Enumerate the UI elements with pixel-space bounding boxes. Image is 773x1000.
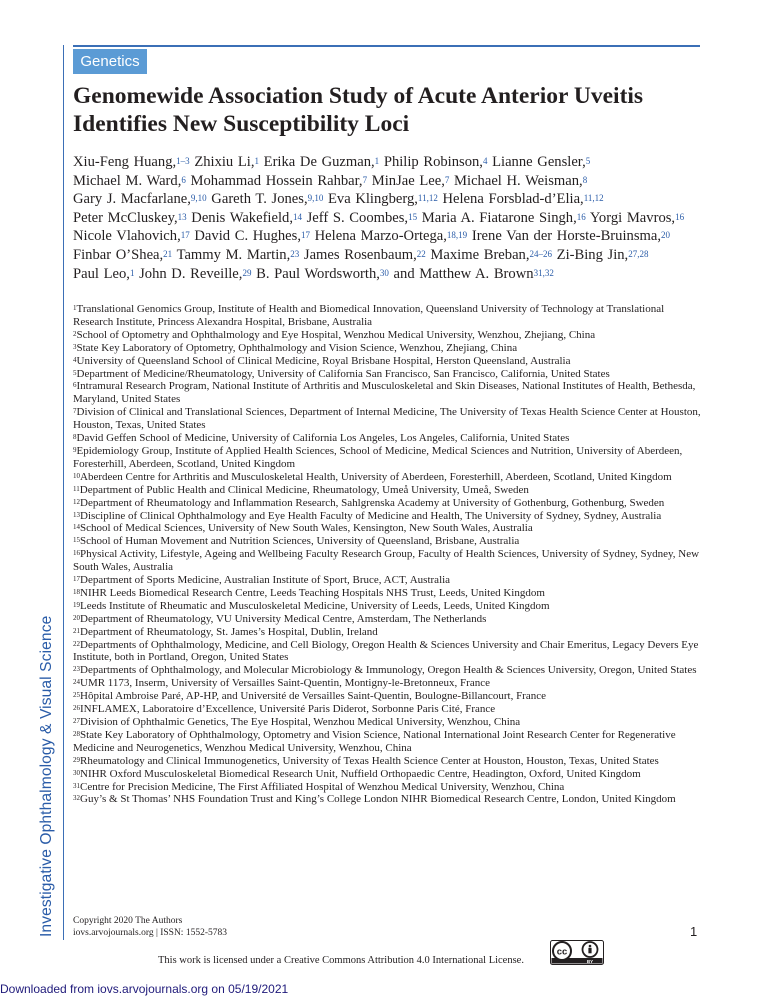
author-name: Paul Leo,$^1$ [73, 265, 135, 282]
affiliation-item [73, 303, 703, 329]
author-affiliation-ref[interactable]: 24–26 [529, 248, 552, 259]
cc-by-label: BY [586, 959, 594, 964]
affiliation-number: 1 [73, 304, 77, 312]
affiliation-number: 18 [73, 587, 80, 596]
affiliation-number: 29 [73, 755, 80, 764]
affiliation-number: 12 [73, 497, 80, 506]
author-affiliation-ref[interactable]: 27,28 [628, 248, 649, 259]
affiliation-text: Departments of Ophthalmology, Medicine, and Cell Biology, Oregon Health & Sciences University and Chair Emeritus, Legacy Devers Eye Institute, both in Portland, Oregon, United States [73, 638, 699, 664]
author-name: James Rosenbaum,$^{22}$ [303, 246, 426, 263]
author-name: B. Paul Wordsworth,$^{30}$ [256, 265, 389, 282]
author-name: David C. Hughes,$^{17}$ [194, 228, 310, 245]
author-affiliation-ref[interactable]: 17 [180, 230, 190, 241]
affiliation-text: Physical Activity, Lifestyle, Ageing and Wellbeing Faculty Research Group, Faculty of Health Sciences, University of Sydney, Sydney, New South Wales, Australia [73, 548, 700, 574]
copyright-block [73, 915, 227, 939]
affiliation-item [73, 703, 703, 716]
affiliation-number: 31 [73, 781, 80, 790]
affiliation-number: 5 [73, 368, 77, 377]
author-affiliation-ref[interactable]: 1 [254, 156, 259, 166]
affiliation-text: Leeds Institute of Rheumatic and Musculoskeletal Medicine, University of Leeds, Leeds, United Kingdom [80, 599, 550, 612]
author-affiliation-ref[interactable]: 7 [444, 174, 450, 185]
author-name: Finbar O’Shea,$^{21}$ [73, 246, 173, 263]
affiliation-item [73, 406, 703, 432]
author-affiliation-ref[interactable]: 23 [290, 248, 300, 259]
affiliation-item [73, 768, 703, 781]
affiliation-item [73, 755, 703, 768]
affiliation-number: 6 [73, 381, 77, 390]
affiliation-text: Department of Rheumatology and Inflammation Research, Sahlgrenska Academy at University of Gothenburg, Gothenburg, Sweden [80, 496, 665, 509]
author-affiliation-ref[interactable]: 29 [242, 267, 252, 278]
author-name: MinJae Lee,$^7$ [371, 172, 450, 189]
download-stamp: Downloaded from iovs.arvojournals.org on 05/19/2021 [0, 982, 289, 996]
affiliation-text: School of Optometry and Ophthalmology and Eye Hospital, Wenzhou Medical University, Wenzhou, Zhejiang, China [76, 328, 596, 341]
svg-text:cc: cc [556, 946, 568, 958]
affiliation-item [73, 329, 703, 342]
affiliation-text: State Key Laboratory of Optometry, Ophthalmology and Vision Science, Wenzhou, Zhejiang, China [76, 341, 518, 354]
affiliation-item [73, 574, 703, 587]
side-rule [63, 45, 64, 940]
affiliation-item [73, 510, 703, 523]
author-name: and Matthew A. Brown$^{31,32}$ [393, 265, 554, 282]
author-name: Michael M. Ward,$^6$ [73, 172, 186, 189]
author-affiliation-ref[interactable]: 15 [408, 211, 418, 222]
author-name: Yorgi Mavros,$^{16}$ [589, 209, 685, 226]
affiliation-number: 21 [73, 626, 80, 635]
affiliation-item [73, 729, 703, 755]
affiliation-text: Intramural Research Program, National Institute of Arthritis and Musculoskeletal and Skin Diseases, National Institutes of Health, Bethesda, Maryland, United States [73, 380, 696, 406]
author-affiliation-ref[interactable]: 1 [129, 267, 135, 278]
author-affiliation-ref[interactable]: 9,10 [190, 193, 207, 204]
affiliation-number: 16 [73, 549, 80, 558]
author-name: Eva Klingberg,$^{11,12}$ [328, 191, 438, 208]
affiliation-item [73, 781, 703, 794]
author-name: Irene Van der Horste-Bruinsma,$^{20}$ [471, 228, 670, 245]
affiliation-number: 8 [73, 433, 77, 442]
affiliation-item [73, 690, 703, 703]
affiliation-number: 9 [73, 445, 77, 454]
author-name: Mohammad Hossein Rahbar,$^7$ [190, 172, 368, 189]
author-affiliation-ref[interactable]: 11,12 [417, 193, 438, 204]
affiliation-item [73, 587, 703, 600]
affiliation-item [73, 535, 703, 548]
affiliation-number: 32 [73, 794, 80, 803]
author-name: Helena Marzo-Ortega,$^{18,19}$ [314, 228, 468, 245]
copyright-line: Copyright 2020 The Authors [73, 916, 183, 926]
affiliation-item [73, 600, 703, 613]
author-affiliation-ref[interactable]: 4 [482, 156, 488, 166]
affiliation-text: University of Queensland School of Clinical Medicine, Royal Brisbane Hospital, Herston Queensland, Australia [76, 354, 571, 367]
affiliation-item [73, 471, 703, 484]
affiliation-text: NIHR Oxford Musculoskeletal Biomedical Research Unit, Nuffield Orthopaedic Centre, Headington, Oxford, United Kingdom [80, 767, 641, 780]
author-name: Michael H. Weisman,$^8$ [454, 172, 588, 189]
affiliation-number: 24 [73, 678, 80, 687]
affiliation-text: INFLAMEX, Laboratoire d’Excellence, Université Paris Diderot, Sorbonne Paris Cité, France [80, 703, 496, 716]
author-affiliation-ref[interactable]: 13 [177, 211, 187, 222]
affiliation-text: Translational Genomics Group, Institute of Health and Biomedical Innovation, Queensland University of Technology at Translational Research Institute, Princess Alexandra Hospital, Brisbane, Australia [73, 303, 665, 328]
affiliation-number: 19 [73, 600, 80, 609]
affiliation-number: 22 [73, 639, 80, 648]
affiliation-number: 23 [73, 665, 80, 674]
affiliation-number: 2 [73, 329, 77, 338]
author-affiliation-ref[interactable]: 1 [374, 156, 380, 166]
author-affiliation-ref[interactable]: 16 [576, 211, 586, 222]
affiliation-item [73, 432, 703, 445]
affiliation-item [73, 716, 703, 729]
author-name: John D. Reveille,$^{29}$ [139, 265, 252, 282]
affiliation-item [73, 484, 703, 497]
cc-by-icon[interactable] [550, 940, 604, 965]
author-name: Maxime Breban,$^{24-26}$ [430, 246, 552, 263]
author-list [73, 153, 703, 283]
affiliation-text: Rheumatology and Clinical Immunogenetics, University of Texas Health Science Center at Houston, Houston, Texas, United States [80, 754, 659, 767]
affiliation-number: 7 [73, 407, 77, 416]
affiliation-item [73, 677, 703, 690]
affiliation-item [73, 445, 703, 471]
affiliation-text: Epidemiology Group, Institute of Applied Health Sciences, School of Medicine, Medical Sciences and Nutrition, University of Aberdeen, Foresterhill, Aberdeen, Scotland, United Kingdom [73, 444, 683, 470]
affiliation-item [73, 626, 703, 639]
affiliation-number: 26 [73, 704, 80, 713]
affiliation-item [73, 639, 703, 665]
license-text: This work is licensed under a Creative Commons Attribution 4.0 International License. [158, 955, 524, 966]
affiliation-text: UMR 1173, Inserm, University of Versailles Saint-Quentin, Montigny-le-Bretonneux, France [80, 677, 490, 690]
affiliation-number: 30 [73, 768, 80, 777]
affiliation-text: Division of Clinical and Translational Sciences, Department of Internal Medicine, The University of Texas Health Science Center at Houston, Houston, Texas, United States [73, 406, 701, 432]
author-affiliation-ref[interactable]: 21 [163, 248, 173, 259]
author-affiliation-ref[interactable]: 18,19 [446, 230, 468, 241]
section-badge: Genetics [73, 49, 147, 74]
author-name: Xiu-Feng Huang,$^{1-3}$ [73, 154, 190, 170]
author-affiliation-ref[interactable]: 31,32 [533, 267, 554, 278]
author-affiliation-ref[interactable]: 9,10 [307, 193, 324, 204]
author-affiliation-ref[interactable]: 8 [582, 174, 588, 185]
affiliation-text: Department of Public Health and Clinical Medicine, Rheumatology, Umeå University, Umeå, Sweden [79, 483, 529, 496]
affiliation-number: 10 [73, 471, 80, 480]
affiliation-item [73, 342, 703, 355]
author-affiliation-ref[interactable]: 5 [585, 156, 591, 166]
author-name: Peter McCluskey,$^{13}$ [73, 209, 187, 226]
author-affiliation-ref[interactable]: 6 [181, 174, 186, 185]
author-affiliation-ref[interactable]: 17 [300, 230, 310, 241]
affiliation-text: Departments of Ophthalmology, and Molecular Microbiology & Immunology, Oregon Health & Sciences University, Oregon, United States [80, 664, 697, 677]
author-affiliation-ref[interactable]: 11,12 [583, 193, 604, 204]
affiliation-number: 11 [73, 484, 80, 493]
affiliation-number: 3 [73, 342, 77, 351]
author-name: Erika De Guzman,$^1$ [263, 154, 380, 170]
affiliation-text: Department of Rheumatology, VU University Medical Centre, Amsterdam, The Netherlands [80, 612, 487, 625]
affiliation-text: Discipline of Clinical Ophthalmology and Eye Health Faculty of Medicine and Health, The University of Sydney, Sydney, Australia [80, 509, 662, 522]
affiliation-number: 4 [73, 355, 77, 364]
affiliation-item [73, 355, 703, 368]
affiliation-text: State Key Laboratory of Ophthalmology, Optometry and Vision Science, National International Joint Research Center for Regenerative Medicine and Neurogenetics, Wenzhou Medical University, Wenzhou, China [73, 728, 676, 754]
affiliation-item [73, 522, 703, 535]
affiliation-number: 17 [73, 575, 80, 584]
affiliation-number: 28 [73, 729, 80, 738]
affiliation-text: Hôpital Ambroise Paré, AP-HP, and Université de Versailles Saint-Quentin, Boulogne-Billancourt, France [80, 690, 546, 703]
author-affiliation-ref[interactable]: 14 [292, 211, 302, 222]
affiliation-number: 15 [73, 536, 80, 545]
affiliation-number: 27 [73, 717, 80, 725]
affiliation-number: 14 [73, 523, 80, 532]
affiliation-item [73, 793, 703, 806]
author-affiliation-ref[interactable]: 20 [660, 230, 670, 241]
author-affiliation-ref[interactable]: 7 [362, 174, 368, 185]
affiliation-text: NIHR Leeds Biomedical Research Centre, Leeds Teaching Hospitals NHS Trust, Leeds, United Kingdom [80, 586, 545, 599]
affiliation-number: 20 [73, 613, 80, 622]
affiliation-item [73, 664, 703, 677]
affiliation-text: Guy’s & St Thomas’ NHS Foundation Trust and King’s College London NIHR Biomedical Research Centre, London, United Kingdom [80, 793, 676, 806]
article-title: Genomewide Association Study of Acute Anterior Uveitis Identifies New Susceptibility Loci [73, 83, 644, 137]
author-name: Denis Wakefield,$^{14}$ [191, 209, 302, 226]
author-name: Gareth T. Jones,$^{9,10}$ [211, 191, 324, 208]
affiliation-list [73, 303, 703, 806]
affiliation-text: Aberdeen Centre for Arthritis and Musculoskeletal Health, University of Aberdeen, Foresterhill, Aberdeen, Scotland, United Kingdom [80, 470, 672, 483]
affiliation-item [73, 368, 703, 381]
author-name: Maria A. Fiatarone Singh,$^{16}$ [421, 209, 586, 226]
affiliation-text: Department of Sports Medicine, Australian Institute of Sport, Bruce, ACT, Australia [80, 574, 451, 587]
affiliation-text: School of Human Movement and Nutrition Sciences, University of Queensland, Brisbane, Australia [80, 535, 520, 548]
affiliation-text: Centre for Precision Medicine, The First Affiliated Hospital of Wenzhou Medical University, Wenzhou, China [80, 780, 565, 793]
affiliation-text: School of Medical Sciences, University of New South Wales, Kensington, New South Wales, Australia [80, 522, 533, 535]
author-name: Zi-Bing Jin,$^{27,28}$ [556, 246, 649, 263]
author-name: Tammy M. Martin,$^{23}$ [176, 246, 300, 263]
author-affiliation-ref[interactable]: 22 [416, 248, 426, 259]
affiliation-item [73, 497, 703, 510]
author-name: Jeff S. Coombes,$^{15}$ [306, 209, 418, 226]
author-name: Zhixiu Li,$^1$ [194, 154, 259, 170]
author-name: Nicole Vlahovich,$^{17}$ [73, 228, 190, 245]
affiliation-item [73, 548, 703, 574]
issn-line: iovs.arvojournals.org | ISSN: 1552-5783 [73, 928, 227, 938]
author-name: Helena Forsblad-d’Elia,$^{11,12}$ [442, 191, 604, 208]
affiliation-number: 25 [73, 691, 80, 700]
affiliation-item [73, 613, 703, 626]
author-affiliation-ref[interactable]: 30 [379, 267, 389, 278]
journal-name-vertical: Investigative Ophthalmology & Visual Science [38, 615, 55, 937]
affiliation-text: David Geffen School of Medicine, University of California Los Angeles, Los Angeles, California, United States [76, 432, 570, 445]
header-rule [73, 45, 700, 47]
affiliation-text: Department of Rheumatology, St. James’s Hospital, Dublin, Ireland [80, 625, 378, 638]
affiliation-text: Department of Medicine/Rheumatology, University of California San Francisco, San Francisco, California, United States [76, 367, 610, 380]
author-name: Gary J. Macfarlane,$^{9,10}$ [73, 191, 207, 208]
affiliation-text: Division of Ophthalmic Genetics, The Eye Hospital, Wenzhou Medical University, Wenzhou, China [80, 716, 521, 728]
author-name: Lianne Gensler,$^5$ [492, 154, 591, 170]
author-name: Philip Robinson,$^4$ [383, 154, 488, 170]
affiliation-number: 13 [73, 510, 80, 519]
author-affiliation-ref[interactable]: 16 [675, 211, 685, 222]
page-number: 1 [690, 924, 698, 939]
affiliation-item [73, 380, 703, 406]
author-affiliation-ref[interactable]: 1–3 [176, 156, 190, 166]
